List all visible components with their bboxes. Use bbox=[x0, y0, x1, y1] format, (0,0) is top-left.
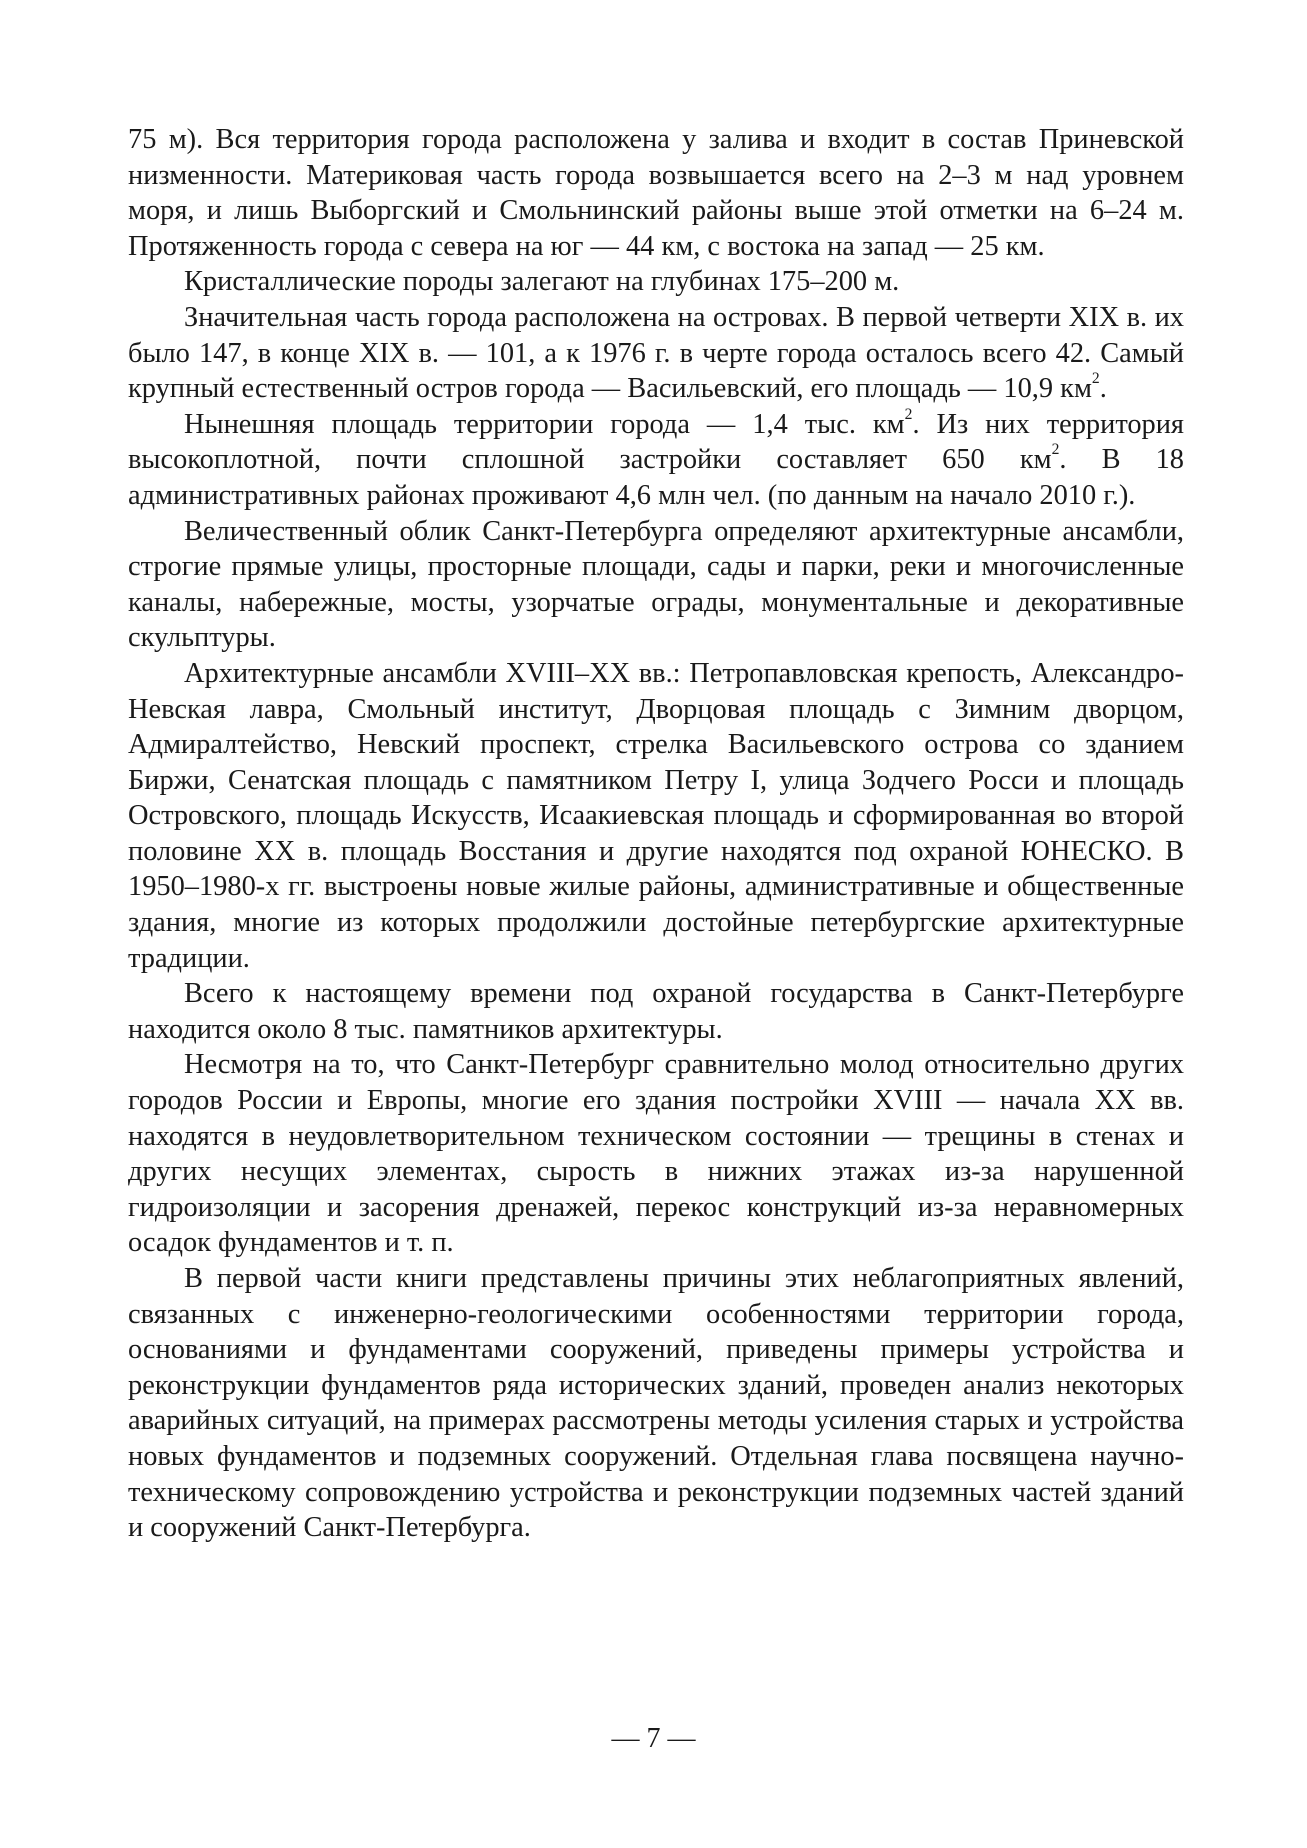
paragraph-5 bbox=[128, 514, 1184, 656]
paragraph-6 bbox=[128, 656, 1184, 976]
superscript-squared: 2 bbox=[904, 405, 913, 423]
superscript-squared: 2 bbox=[1091, 370, 1100, 388]
paragraph-4-text-middle: . Из них территория высокоплотной, почти сплошной застройки составляет 650 км bbox=[128, 408, 1184, 476]
paragraph-8 bbox=[128, 1047, 1184, 1261]
paragraph-7-text: Всего к настоящему времени под охраной государства в Санкт-Петербурге находится около 8 тыс. памятников архитектуры. bbox=[128, 978, 1184, 1045]
paragraph-1-text: 75 м). Вся территория города расположена у залива и входит в состав Приневской низменности. Материковая часть города возвышается всего на 2–3 м над уровнем моря, и лишь Выборгский и Смольнинский районы выше этой отметки на 6–24 м. Протяженность города с севера на юг — 44 км, с востока на запад — 25 км. bbox=[128, 124, 1184, 262]
superscript-squared: 2 bbox=[1051, 441, 1060, 459]
paragraph-7 bbox=[128, 976, 1184, 1047]
paragraph-4 bbox=[128, 407, 1184, 514]
page-body bbox=[128, 122, 1184, 1546]
paragraph-6-text: Архитектурные ансамбли XVIII–XX вв.: Петропавловская крепость, Александро-Невская лавра, Смольный институт, Дворцовая площадь с Зимним дворцом, Адмиралтейство, Невский проспект, стрелка Васильевского острова со зданием Биржи, Сенатская площадь с памятником Петру I, улица Зодчего Росси и площадь Островского, площадь Искусств, Исаакиевская площадь и сформированная во второй половине XX в. площадь Восстания и другие находятся под охраной ЮНЕСКО. В 1950–1980-х гг. выстроены новые жилые районы, административные и общественные здания, многие из которых продолжили достойные петербургские архитектурные традиции. bbox=[128, 657, 1184, 974]
paragraph-3-text-end: . bbox=[1099, 373, 1107, 405]
paragraph-8-text: Несмотря на то, что Санкт-Петербург сравнительно молод относительно других городов России и Европы, многие его здания постройки XVIII — начала XX вв. находятся в неудовлетворительном техническом состоянии — трещины в стенах и других несущих элементах, сырость в нижних этажах из-за нарушенной гидроизоляции и засорения дренажей, перекос конструкций из-за неравномерных осадок фундаментов и т. п. bbox=[128, 1049, 1184, 1259]
page-number: — 7 — bbox=[611, 1723, 696, 1754]
paragraph-4-text-end: . В 18 административных районах проживают 4,6 млн чел. (по данным на начало 2010 г.). bbox=[128, 444, 1184, 511]
paragraph-4-text: Нынешняя площадь территории города — 1,4 тыс. км bbox=[184, 408, 905, 440]
paragraph-2 bbox=[128, 264, 1184, 300]
paragraph-2-text: Кристаллические породы залегают на глубинах 175–200 м. bbox=[184, 266, 900, 298]
paragraph-9 bbox=[128, 1261, 1184, 1546]
paragraph-5-text: Величественный облик Санкт-Петербурга определяют архитектурные ансамбли, строгие прямые улицы, просторные площади, сады и парки, реки и многочисленные каналы, набережные, мосты, узорчатые ограды, монументальные и декоративные скульптуры. bbox=[128, 515, 1184, 654]
paragraph-3-text: Значительная часть города расположена на островах. В первой четверти XIX в. их было 147, в конце XIX в. — 101, а к 1976 г. в черте города осталось всего 42. Самый крупный естественный остров города — Васильевский, его площадь — 10,9 км bbox=[128, 301, 1184, 405]
paragraph-1 bbox=[128, 122, 1184, 264]
paragraph-3 bbox=[128, 300, 1184, 407]
paragraph-9-text: В первой части книги представлены причины этих неблагоприятных явлений, связанных с инженерно-геологическими особенностями территории города, основаниями и фундаментами сооружений, приведены примеры устройства и реконструкции фундаментов ряда исторических зданий, проведен анализ некоторых аварийных ситуаций, на примерах рассмотрены методы усиления старых и устройства новых фундаментов и подземных сооружений. Отдельная глава посвящена научно-техническому сопровождению устройства и реконструкции подземных частей зданий и сооружений Санкт-Петербурга. bbox=[128, 1263, 1184, 1544]
